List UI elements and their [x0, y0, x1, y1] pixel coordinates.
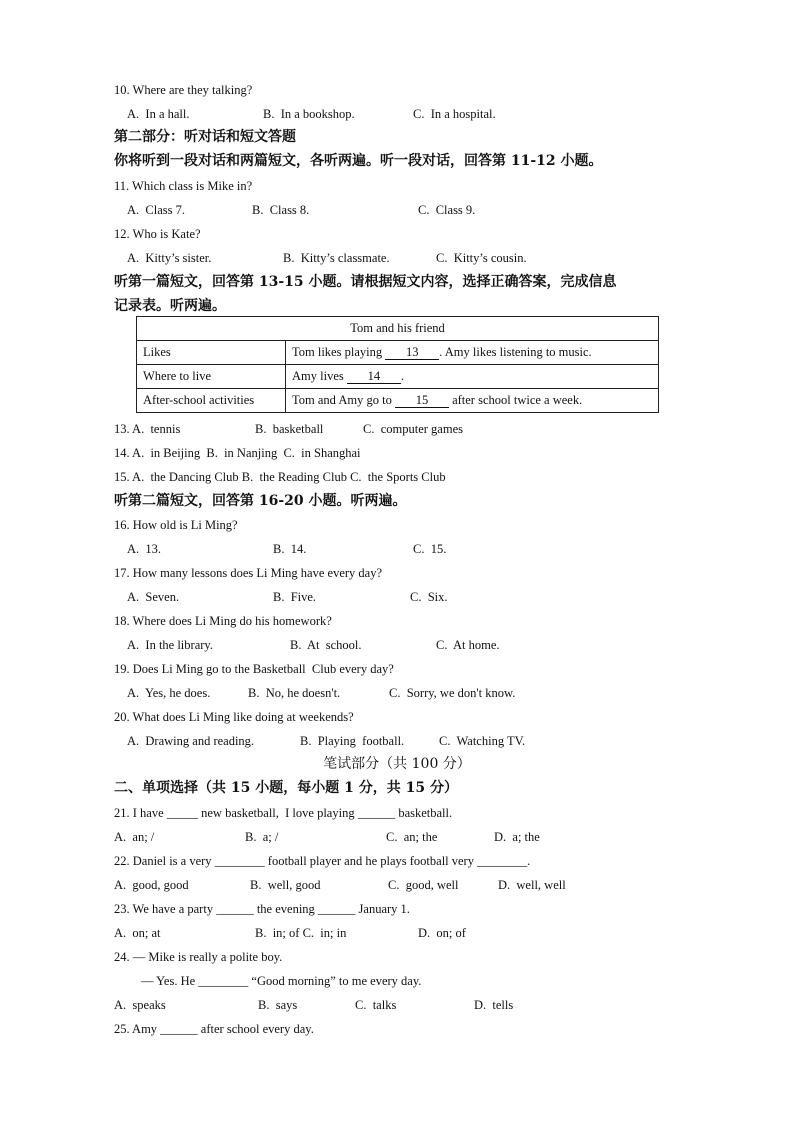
- question-10-stem: 10. Where are they talking?: [114, 83, 253, 97]
- question-25-stem: 25. Amy ______ after school every day.: [114, 1022, 314, 1036]
- question-19-option-a: A. Yes, he does.: [127, 686, 211, 700]
- question-23-option-d: D. on; of: [418, 926, 466, 940]
- table-row: [137, 389, 659, 413]
- question-21-option-a: A. an; /: [114, 830, 155, 844]
- table-row-label: Likes: [137, 341, 286, 365]
- question-18-option-a: A. In the library.: [127, 638, 213, 652]
- question-12-option-c: C. Kitty’s cousin.: [436, 251, 527, 265]
- question-23-stem: 23. We have a party ______ the evening ______ January 1.: [114, 902, 410, 916]
- question-10-option-c: C. In a hospital.: [413, 107, 496, 121]
- question-16-stem: 16. How old is Li Ming?: [114, 518, 238, 532]
- question-18-option-b: B. At school.: [290, 638, 362, 652]
- question-11-option-a: A. Class 7.: [127, 203, 185, 217]
- question-24-stem-reply: — Yes. He ________ “Good morning” to me every day.: [141, 974, 422, 988]
- question-11-option-c: C. Class 9.: [418, 203, 476, 217]
- question-24-option-a: A. speaks: [114, 998, 166, 1012]
- question-10-option-a: A. In a hall.: [127, 107, 190, 121]
- info-record-table: [136, 316, 659, 413]
- question-18-option-c: C. At home.: [436, 638, 500, 652]
- question-17-option-c: C. Six.: [410, 590, 448, 604]
- question-21-option-d: D. a; the: [494, 830, 540, 844]
- question-17-stem: 17. How many lessons does Li Ming have every day?: [114, 566, 382, 580]
- question-16-option-c: C. 15.: [413, 542, 447, 556]
- question-13-option-a: 13. A. tennis: [114, 422, 181, 436]
- question-20-option-a: A. Drawing and reading.: [127, 734, 255, 748]
- row-text-before: Tom and Amy go to: [292, 393, 395, 407]
- question-13-option-c: C. computer games: [363, 422, 463, 436]
- question-12-option-b: B. Kitty’s classmate.: [283, 251, 390, 265]
- question-22-option-b: B. well, good: [250, 878, 321, 892]
- answer-blank-14: 14: [347, 370, 401, 384]
- question-22-option-d: D. well, well: [498, 878, 566, 892]
- table-title-row: [137, 317, 659, 341]
- answer-blank-13: 13: [385, 346, 439, 360]
- row-text-after: . Amy likes listening to music.: [439, 345, 592, 359]
- question-17-option-a: A. Seven.: [127, 590, 180, 604]
- question-20-option-c: C. Watching TV.: [439, 734, 526, 748]
- table-title: Tom and his friend: [137, 317, 659, 341]
- table-row-label: After-school activities: [137, 389, 286, 413]
- question-23-option-a: A. on; at: [114, 926, 161, 940]
- answer-blank-15: 15: [395, 394, 449, 408]
- part2-heading: 第二部分：听对话和短文答题: [114, 129, 296, 145]
- table-row-label: Where to live: [137, 365, 286, 389]
- question-12-option-a: A. Kitty’s sister.: [127, 251, 212, 265]
- table-row-content: [286, 365, 659, 389]
- question-14-line: 14. A. in Beijing B. in Nanjing C. in Shanghai: [114, 446, 361, 460]
- row-text-before: Tom likes playing: [292, 345, 386, 359]
- passage1-instruction-line2: 记录表。听两遍。: [114, 298, 226, 314]
- question-11-stem: 11. Which class is Mike in?: [114, 179, 253, 193]
- question-24-option-b: B. says: [258, 998, 298, 1012]
- question-11-option-b: B. Class 8.: [252, 203, 310, 217]
- question-19-option-b: B. No, he doesn't.: [248, 686, 341, 700]
- question-10-option-b: B. In a bookshop.: [263, 107, 355, 121]
- table-row-content: [286, 341, 659, 365]
- row-text-after: after school twice a week.: [448, 393, 583, 407]
- question-21-stem: 21. I have _____ new basketball, I love playing ______ basketball.: [114, 806, 453, 820]
- question-20-option-b: B. Playing football.: [300, 734, 405, 748]
- question-24-option-c: C. talks: [355, 998, 397, 1012]
- question-24-option-d: D. tells: [474, 998, 514, 1012]
- question-22-stem: 22. Daniel is a very ________ football player and he plays football very ________.: [114, 854, 531, 868]
- question-21-option-b: B. a; /: [245, 830, 279, 844]
- table-row-content: [286, 389, 659, 413]
- question-16-option-a: A. 13.: [127, 542, 162, 556]
- question-20-stem: 20. What does Li Ming like doing at weekends?: [114, 710, 354, 724]
- question-16-option-b: B. 14.: [273, 542, 307, 556]
- table-row: [137, 341, 659, 365]
- question-17-option-b: B. Five.: [273, 590, 317, 604]
- passage2-instruction: 听第二篇短文，回答第 16-20 小题。听两遍。: [114, 493, 407, 509]
- question-23-option-bc: B. in; of C. in; in: [255, 926, 347, 940]
- section-2-heading: 二、单项选择（共 15 小题，每小题 1 分，共 15 分）: [114, 780, 458, 796]
- written-part-heading: 笔试部分（共 100 分）: [323, 756, 471, 772]
- question-13-option-b: B. basketball: [255, 422, 324, 436]
- table-row: [137, 365, 659, 389]
- part2-instruction: 你将听到一段对话和两篇短文，各听两遍。听一段对话，回答第 11-12 小题。: [114, 153, 603, 169]
- question-12-stem: 12. Who is Kate?: [114, 227, 201, 241]
- question-19-stem: 19. Does Li Ming go to the Basketball Club every day?: [114, 662, 394, 676]
- question-22-option-c: C. good, well: [388, 878, 459, 892]
- question-19-option-c: C. Sorry, we don't know.: [389, 686, 516, 700]
- row-text-after: .: [400, 369, 404, 383]
- question-21-option-c: C. an; the: [386, 830, 438, 844]
- question-15-line: 15. A. the Dancing Club B. the Reading Club C. the Sports Club: [114, 470, 446, 484]
- passage1-instruction-line1: 听第一篇短文，回答第 13-15 小题。请根据短文内容，选择正确答案，完成信息: [114, 274, 617, 290]
- question-18-stem: 18. Where does Li Ming do his homework?: [114, 614, 332, 628]
- question-22-option-a: A. good, good: [114, 878, 189, 892]
- question-24-stem: 24. — Mike is really a polite boy.: [114, 950, 283, 964]
- row-text-before: Amy lives: [292, 369, 347, 383]
